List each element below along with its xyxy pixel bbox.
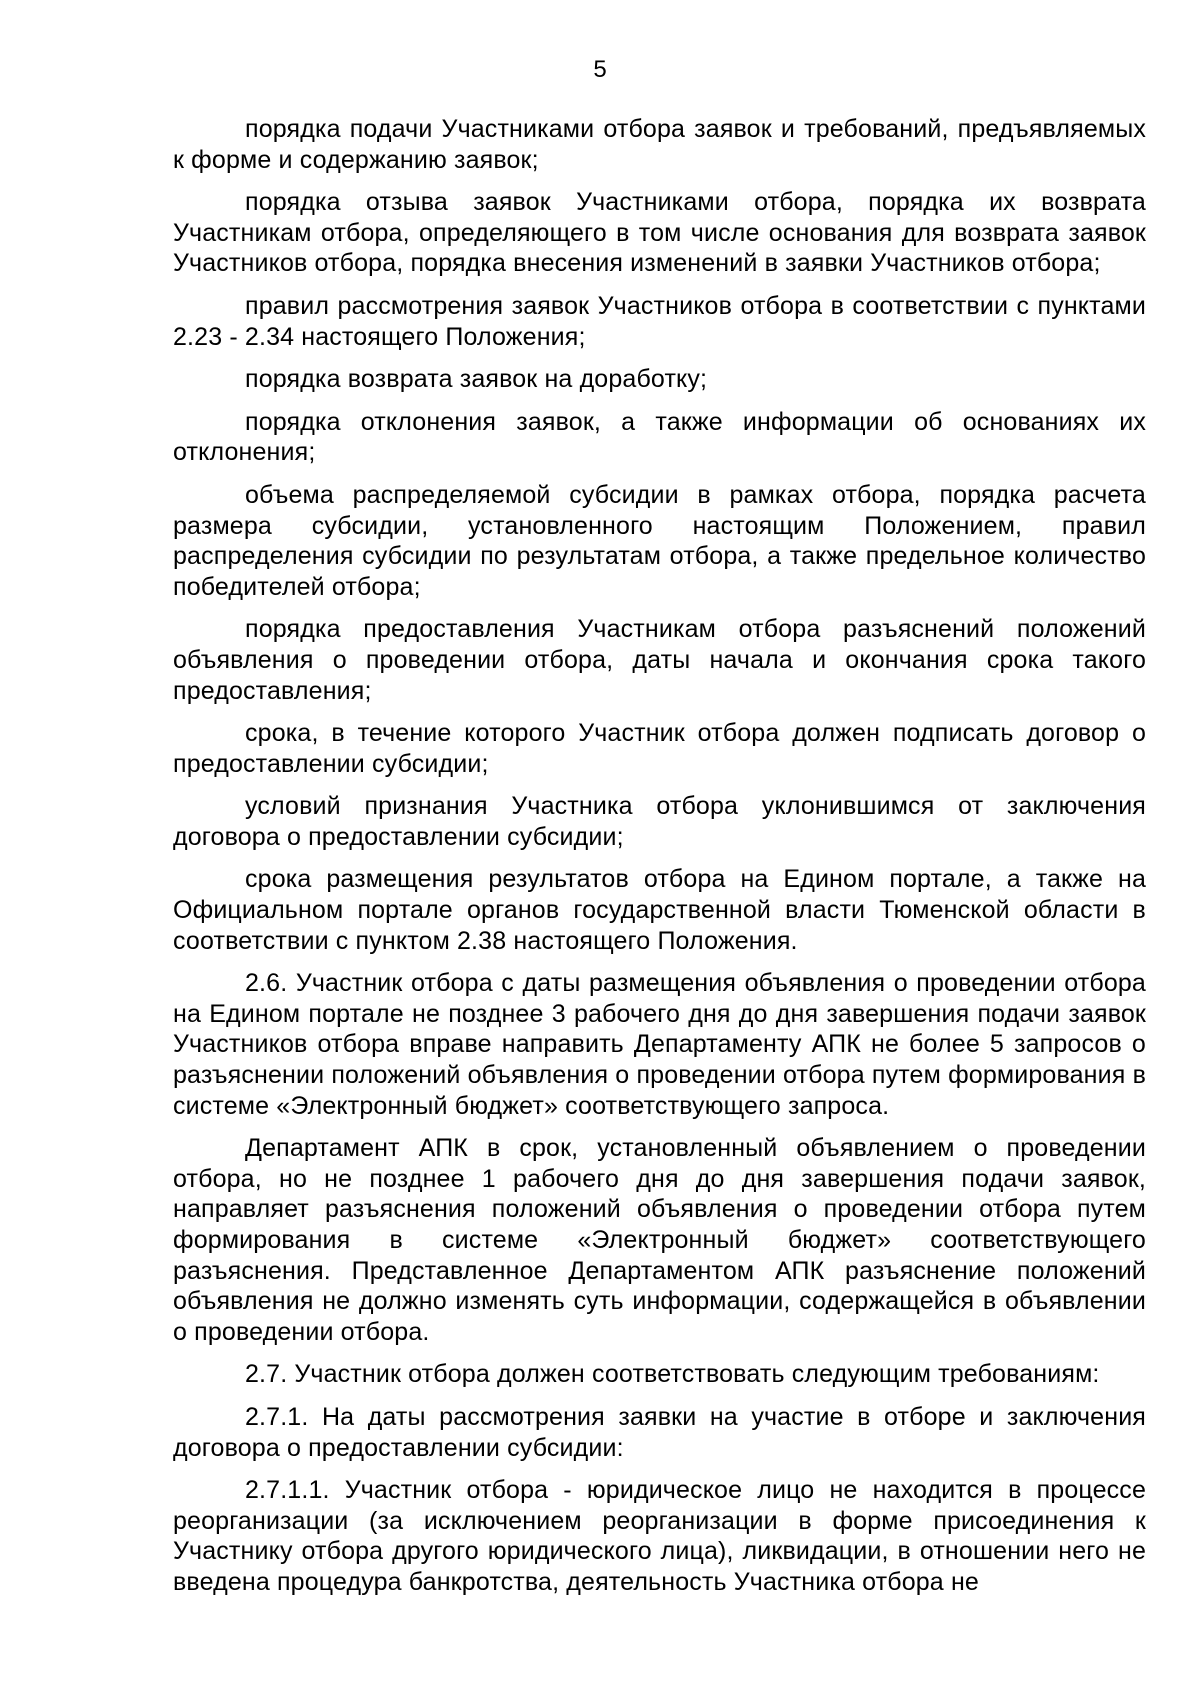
paragraph-2-6: 2.6. Участник отбора с даты размещения объявления о проведении отбора на Едином портале не позднее 3 рабочего дня до дня завершения подачи заявок Участников отбора вправе направить Департаменту АПК не более 5 запросов о разъяснении положений объявления о проведении отбора путем формирования в системе «Электронный бюджет» соответствующего запроса. [173, 969, 1146, 1120]
paragraph-8: срока, в течение которого Участник отбора должен подписать договор о предоставлении субсидии; [173, 719, 1146, 778]
paragraph-3: правил рассмотрения заявок Участников отбора в соответствии с пунктами 2.23 - 2.34 настоящего Положения; [173, 291, 1146, 351]
paragraph-2: порядка отзыва заявок Участниками отбора, порядка их возврата Участникам отбора, определяющего в том числе основания для возврата заявок Участников отбора, порядка внесения изменений в заявки Участников отбора; [173, 188, 1146, 278]
paragraph-2-7-1-1: 2.7.1.1. Участник отбора - юридическое лицо не находится в процессе реорганизации (за исключением реорганизации в форме присоединения к Участнику отбора другого юридического лица), ликвидации, в отношении него не введена процедура банкротства, деятельность Участника отбора не [173, 1476, 1146, 1596]
paragraph-department-clarification: Департамент АПК в срок, установленный объявлением о проведении отбора, но не позднее 1 рабочего дня до дня завершения подачи заявок, направляет разъяснения положений объявления о проведении отбора путем формирования в системе «Электронный бюджет» соответствующего разъяснения. Представленное Департаментом АПК разъяснение положений объявления не должно изменять суть информации, содержащейся в объявлении о проведении отбора. [173, 1134, 1146, 1346]
paragraph-4: порядка возврата заявок на доработку; [245, 365, 708, 394]
paragraph-2-7: 2.7. Участник отбора должен соответствовать следующим требованиям: [245, 1360, 1100, 1389]
page-number: 5 [593, 56, 607, 83]
paragraph-1: порядка подачи Участниками отбора заявок и требований, предъявляемых к форме и содержанию заявок; [173, 115, 1146, 174]
paragraph-9: условий признания Участника отбора уклонившимся от заключения договора о предоставлении субсидии; [173, 792, 1146, 851]
paragraph-5: порядка отклонения заявок, а также информации об основаниях их отклонения; [173, 407, 1146, 467]
document-body [173, 114, 1146, 1610]
paragraph-2-7-1: 2.7.1. На даты рассмотрения заявки на участие в отборе и заключения договора о предоставлении субсидии: [173, 1402, 1146, 1462]
paragraph-7: порядка предоставления Участникам отбора разъяснений положений объявления о проведении отбора, даты начала и окончания срока такого предоставления; [173, 615, 1146, 705]
paragraph-10: срока размещения результатов отбора на Едином портале, а также на Официальном портале органов государственной власти Тюменской области в соответствии с пунктом 2.38 настоящего Положения. [173, 865, 1146, 955]
paragraph-6: объема распределяемой субсидии в рамках отбора, порядка расчета размера субсидии, установленного настоящим Положением, правил распределения субсидии по результатам отбора, а также предельное количество победителей отбора; [173, 480, 1146, 601]
